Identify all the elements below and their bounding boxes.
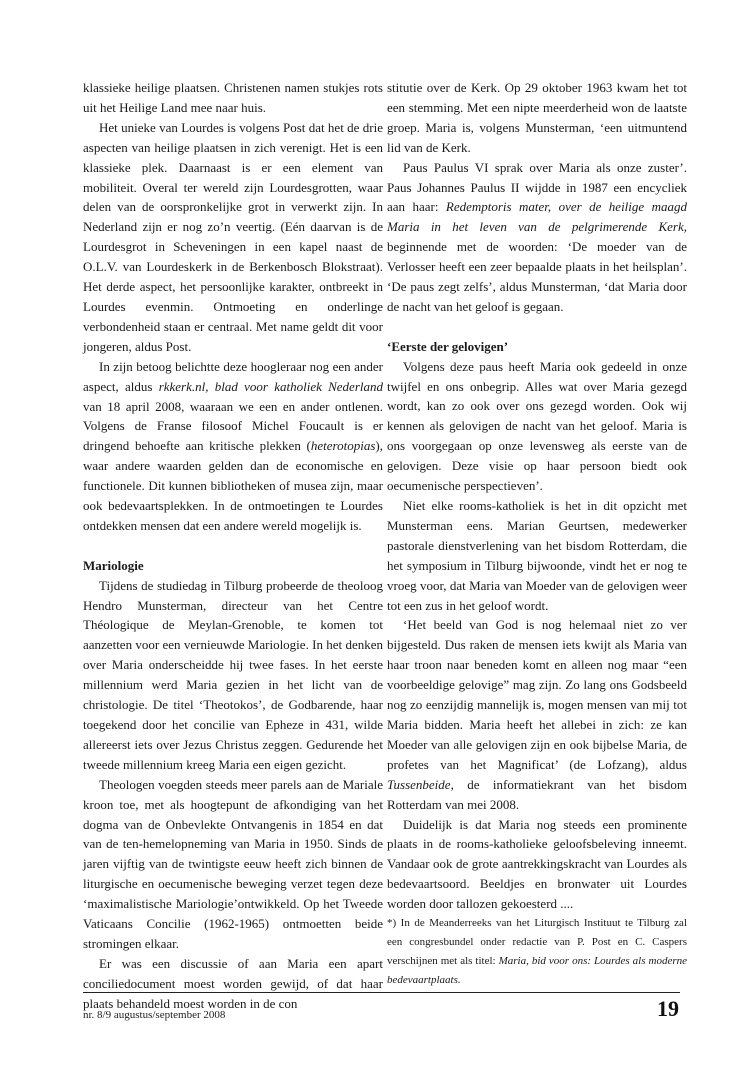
text-run: van 18 april 2008, waaraan we een en ander ontlenen. Volgens de Franse filosoof Michel Foucault is er dringend behoefte aan kritische plekken ( (83, 398, 383, 454)
italic-text: Maria, bid voor ons: Lourdes als moderne bedevaartplaats. (387, 955, 687, 987)
paragraph: Het unieke van Lourdes is volgens Post dat het de drie aspecten van heilige plaatsen in zich verenigt. Het is een klassieke plek. Daarnaast is er een element van mobiliteit. Overal ter wereld zijn Lourdesgrotten, waar delen van de oorspronkelijke grot in verwerkt zijn. In Nederland zijn er nog zo’n veertig. (Eén daarvan is de Lourdesgrot in Scheveningen in een kapel naast de O.L.V. van Lourdeskerk in de Berkenbosch Blokstraat). Het derde aspect, het persoonlijke karakter, ontbreekt in Lourdes evenmin. Ontmoeting en onderlinge verbondenheid staan er centraal. Met name geldt dit voor jongeren, aldus Post. (83, 119, 383, 354)
text-run: ), waar andere waarden gelden dan de economische en functionele. Dit kunnen bibliotheken of musea zijn, maar ook bedevaartsplekken. In de ontmoetingen te Lourdes ontdekken mensen dat een andere wereld mogelijk is. (83, 438, 383, 533)
footer-divider (83, 992, 680, 993)
spacer (387, 317, 687, 337)
paragraph (387, 615, 687, 814)
right-column (387, 78, 687, 990)
text-run: , de informatiekrant van het bisdom Rotterdam van mei 2008. (387, 776, 687, 812)
paragraph: stitutie over de Kerk. Op 29 oktober 1963 kwam het tot een stemming. Met een nipte meerderheid won de laatste groep. Maria is, volgens Munsterman, ‘een uitmuntend lid van de Kerk. (387, 80, 687, 155)
paragraph: Volgens deze paus heeft Maria ook gedeeld in onze twijfel en ons onbegrip. Alles wat over Maria gezegd wordt, kan zo ook over ons gezegd worden. Ook wij kennen als gelovigen de nacht van het geloof. Maria is ons voorgegaan op onze levensweg als eerste van de gelovigen. Deze visie op haar persoon biedt ook oecumenische perspectieven’. (387, 358, 687, 494)
footnote (387, 914, 687, 990)
paragraph (387, 158, 687, 317)
paragraph: Niet elke rooms-katholiek is het in dit opzicht met Munsterman eens. Marian Geurtsen, medewerker pastorale dienstverlening van het bisdom Rotterdam, die het symposium in Tilburg bijwoonde, vindt het er nog te vroeg voor, dat Maria van Moeder van de gelovigen weer tot een zus in het geloof wordt. (387, 498, 687, 613)
paragraph: Tijdens de studiedag in Tilburg probeerde de theoloog Hendro Munsterman, directeur van het Centre Théologique de Meylan-Grenoble, te komen tot aanzetten voor een vernieuwde Mariologie. In het denken over Maria onderscheidde hij twee fases. In het eerste millennium werd Maria gezien in het licht van de christologie. De titel ‘Theotokos’, de Godbarende, haar toegekend door het concilie van Epheze in 431, wilde allereerst iets over Jezus Christus zeggen. Gedurende het tweede millennium kreeg Maria een eigen gezicht. (83, 577, 383, 772)
italic-text: Tussenbeide (387, 776, 451, 792)
italic-text: heterotopias (310, 438, 376, 454)
text-run: Paus Paulus VI sprak over Maria als onze zuster’. Paus Johannes Paulus II wijdde in 1987 een encycliek aan haar: (387, 159, 687, 215)
italic-text: rkkerk.nl, blad voor katholiek Nederland (158, 378, 383, 394)
text-run: *) In de Meanderreeks van het Liturgisch Instituut te Tilburg zal een congresbundel onder redactie van P. Post en C. Caspers verschijnen met als titel: (387, 917, 687, 968)
issue-label: nr. 8/9 augustus/september 2008 (83, 1009, 226, 1021)
spacer (83, 536, 383, 556)
text-run: In zijn betoog belichtte deze hoogleraar nog een ander aspect, aldus (83, 358, 383, 394)
paragraph: klassieke heilige plaatsen. Christenen namen stukjes rots uit het Heilige Land mee naar huis. (83, 80, 383, 115)
text-run: ‘Het beeld van God is nog helemaal niet zo ver bijgesteld. Dus raken de mensen iets kwijt als Maria van haar troon naar beneden komt en alleen nog maar “een voorbeeldige gelovige” mag zijn. Zo lang ons Godsbeeld nog zo eenzijdig mannelijk is, mogen mensen van mij tot Maria bidden. Maria heeft het allebei in zich: ze kan Moeder van alle gelovigen zijn en ook bijbelse Maria, de profetes van het Magnificat’ (de Lofzang), aldus (387, 617, 687, 772)
paragraph: Theologen voegden steeds meer parels aan de Mariale kroon toe, met als hoogtepunt de afkondiging van het dogma van de Onbevlekte Ontvangenis in 1854 en dat van de ten-hemelopneming van Maria in 1950. Sinds de jaren vijftig van de twintigste eeuw heeft zich binnen de liturgische en oecumenische beweging verzet tegen deze ‘maximalistische Mariologie’ontwikkeld. Op het Tweede Vaticaans Concilie (1962-1965) ontmoetten beide stromingen elkaar. (83, 776, 383, 951)
text-run: beginnende met de woorden: ‘De moeder van de Verlosser heeft een zeer bepaalde plaats in het heilsplan’. ‘De paus zegt zelfs’, aldus Munsterman, ‘dat Maria door de nacht van het geloof is gegaan. (387, 239, 687, 314)
paragraph: Er was een discussie of aan Maria een apart conciliedocument moest worden gewijd, of dat haar plaats behandeld moest worden in de con (83, 955, 383, 1011)
paragraph: Duidelijk is dat Maria nog steeds een prominente plaats in de rooms-katholieke geloofsbeleving inneemt. Vandaar ook de grote aantrekkingskracht van Lourdes als bedevaartsoord. Beeldjes en bronwater uit Lourdes worden door tallozen gekoesterd .... (387, 816, 687, 912)
left-column (83, 78, 383, 1014)
italic-text: Redemptoris mater, over de heilige maagd Maria in het leven van de pelgrimerende Kerk, (387, 199, 687, 235)
section-heading-eerste-der-gelovigen: ‘Eerste der gelovigen’ (387, 338, 509, 354)
paragraph (83, 357, 383, 536)
page-number: 19 (657, 996, 679, 1021)
section-heading-mariologie: Mariologie (83, 557, 144, 573)
